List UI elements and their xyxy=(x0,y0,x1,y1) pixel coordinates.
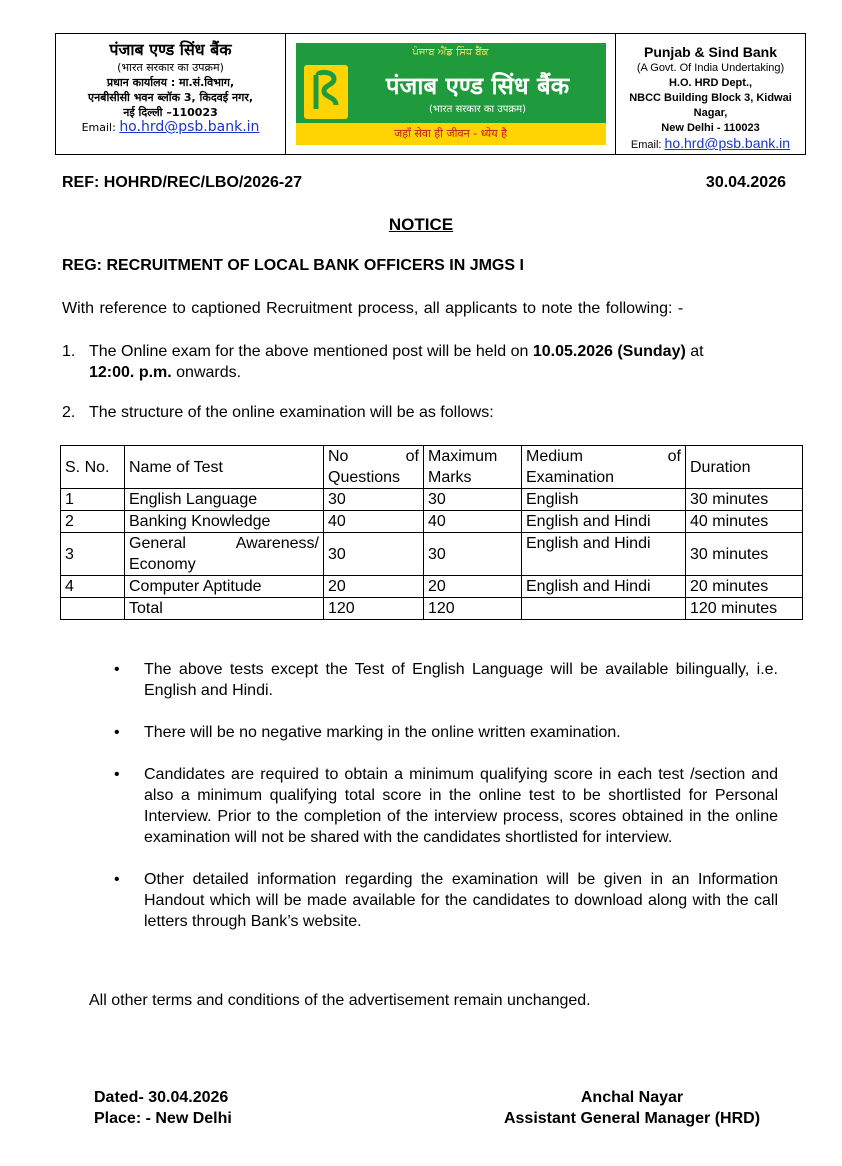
logo-tagline: जहाँ सेवा ही जीवन - ध्येय है xyxy=(296,123,606,145)
signature-block xyxy=(480,1087,784,1129)
bank-logo xyxy=(296,43,606,145)
reference-row xyxy=(62,174,786,192)
notice-title: NOTICE xyxy=(388,215,454,234)
signatory-designation: Assistant General Manager (HRD) xyxy=(503,1110,761,1127)
office-line-hindi: प्रधान कार्यालय : मा.सं.विभाग, xyxy=(106,76,235,89)
note-text: There will be no negative marking in the online written examination. xyxy=(144,724,621,741)
bullet-icon: • xyxy=(114,661,120,678)
table-cell: 30 xyxy=(324,489,424,511)
exam-date: 10.05.2026 (Sunday) xyxy=(532,343,686,360)
table-total-row xyxy=(61,598,803,620)
address-line-hindi: एनबीसीसी भवन ब्लॉक 3, किदवई नगर, xyxy=(87,91,254,104)
table-cell: Banking Knowledge xyxy=(125,511,324,533)
logo-subtitle: (भारत सरकार का उपक्रम) xyxy=(428,104,527,115)
table-cell: 30 minutes xyxy=(686,533,803,576)
table-cell: English and Hindi xyxy=(522,511,686,533)
table-cell: 40 xyxy=(324,511,424,533)
table-cell xyxy=(61,598,125,620)
bullet-icon: • xyxy=(114,871,120,888)
list-item xyxy=(114,722,778,743)
point-exam-structure xyxy=(62,404,494,422)
note-text: The above tests except the Test of English Language will be available bilingually, i.e. English and Hindi. xyxy=(144,661,778,699)
table-cell: 30 minutes xyxy=(686,489,803,511)
table-row xyxy=(61,489,803,511)
logo-column xyxy=(286,34,616,154)
table-cell: English xyxy=(522,489,686,511)
letterhead-hindi xyxy=(56,34,286,154)
dept-line-english: H.O. HRD Dept., xyxy=(668,77,753,89)
bank-name-hindi: पंजाब एण्ड सिंध बैंक xyxy=(109,40,232,59)
logo-bank-name: पंजाब एण्ड सिंध बैंक xyxy=(385,72,570,100)
email-row-hindi xyxy=(56,120,285,135)
exam-structure-table xyxy=(60,445,803,620)
table-cell: General Awareness/ Economy xyxy=(125,533,324,576)
table-cell: Computer Aptitude xyxy=(125,576,324,598)
bullet-icon: • xyxy=(114,766,120,783)
table-cell: 120 minutes xyxy=(686,598,803,620)
point-text: The structure of the online examination will be as follows: xyxy=(89,404,494,421)
table-header-row xyxy=(61,446,803,489)
bullet-icon: • xyxy=(114,724,120,741)
letterhead-english xyxy=(616,34,805,154)
table-cell: 30 xyxy=(324,533,424,576)
city-line-english: New Delhi - 110023 xyxy=(661,122,760,134)
address-line-english: NBCC Building Block 3, Kidwai Nagar, xyxy=(629,92,792,119)
table-cell: 3 xyxy=(61,533,125,576)
table-cell: 120 xyxy=(324,598,424,620)
table-cell: 30 xyxy=(424,533,522,576)
footer-date-place xyxy=(94,1087,232,1129)
table-cell: 20 xyxy=(324,576,424,598)
table-cell: English and Hindi xyxy=(522,576,686,598)
list-item xyxy=(114,659,778,701)
table-cell: 40 xyxy=(424,511,522,533)
table-header-cell: Duration xyxy=(686,446,803,489)
point-exam-date xyxy=(62,341,792,383)
subject-line: REG: RECRUITMENT OF LOCAL BANK OFFICERS IN JMGS I xyxy=(62,257,524,274)
list-item xyxy=(114,764,778,848)
city-line-hindi: नई दिल्ली –110023 xyxy=(123,106,218,119)
dated-line: Dated- 30.04.2026 xyxy=(94,1089,229,1106)
table-row xyxy=(61,533,803,576)
list-item xyxy=(114,869,778,932)
govt-undertaking-hindi: (भारत सरकार का उपक्रम) xyxy=(117,61,224,74)
point-text: The Online exam for the above mentioned post will be held on xyxy=(89,343,533,360)
table-header-cell: Medium of Examination xyxy=(522,446,686,489)
email-label: Email: xyxy=(81,121,116,134)
email-row-english xyxy=(616,136,805,153)
table-cell: 120 xyxy=(424,598,522,620)
table-cell: 4 xyxy=(61,576,125,598)
table-row xyxy=(61,511,803,533)
note-text: Candidates are required to obtain a minimum qualifying score in each test /section and also a minimum qualifying total score in the online test to be shortlisted for Personal Interview. Prior to the completion of the interview process, scores obtained in the online examination will not be shared with the candidates shortlisted for interview. xyxy=(144,766,778,846)
reference-number: REF: HOHRD/REC/LBO/2026-27 xyxy=(62,174,303,191)
point-text: onwards. xyxy=(171,364,242,381)
govt-undertaking-english: (A Govt. Of India Undertaking) xyxy=(636,62,785,74)
table-cell xyxy=(522,598,686,620)
table-header-cell: Name of Test xyxy=(125,446,324,489)
table-cell: 40 minutes xyxy=(686,511,803,533)
table-cell: English and Hindi xyxy=(522,533,686,576)
email-label: Email: xyxy=(630,139,662,151)
letterhead xyxy=(55,33,806,155)
note-text: Other detailed information regarding the examination will be given in an Information Handout which will be made available for the candidates to download along with the call letters through Bank’s website. xyxy=(144,871,778,930)
intro-paragraph: With reference to captioned Recruitment process, all applicants to note the following: - xyxy=(62,300,684,317)
table-cell: 30 xyxy=(424,489,522,511)
table-cell: Total xyxy=(125,598,324,620)
place-line: Place: - New Delhi xyxy=(94,1110,232,1127)
table-cell: 2 xyxy=(61,511,125,533)
point-text: at xyxy=(685,343,704,360)
point-number: 2. xyxy=(62,404,76,421)
point-number: 1. xyxy=(62,343,76,360)
table-cell: 20 xyxy=(424,576,522,598)
logo-motto: ਪੰਜਾਬ ਐਂਡ ਸਿੰਧ ਬੈਂਕ xyxy=(412,47,489,58)
table-header-cell: S. No. xyxy=(61,446,125,489)
email-link[interactable]: ho.hrd@psb.bank.in xyxy=(664,135,791,151)
table-header-cell: Maximum Marks xyxy=(424,446,522,489)
exam-time: 12:00. p.m. xyxy=(89,364,172,381)
bank-emblem-icon xyxy=(304,65,348,119)
table-cell: 20 minutes xyxy=(686,576,803,598)
table-header-cell: No of Questions xyxy=(324,446,424,489)
closing-statement: All other terms and conditions of the advertisement remain unchanged. xyxy=(89,992,591,1009)
signatory-name: Anchal Nayar xyxy=(580,1089,684,1106)
email-link[interactable]: ho.hrd@psb.bank.in xyxy=(119,119,260,135)
table-row xyxy=(61,576,803,598)
reference-date: 30.04.2026 xyxy=(705,174,786,191)
table-cell: English Language xyxy=(125,489,324,511)
table-cell: 1 xyxy=(61,489,125,511)
bank-name-english: Punjab & Sind Bank xyxy=(643,44,777,60)
notes-list xyxy=(114,659,778,953)
